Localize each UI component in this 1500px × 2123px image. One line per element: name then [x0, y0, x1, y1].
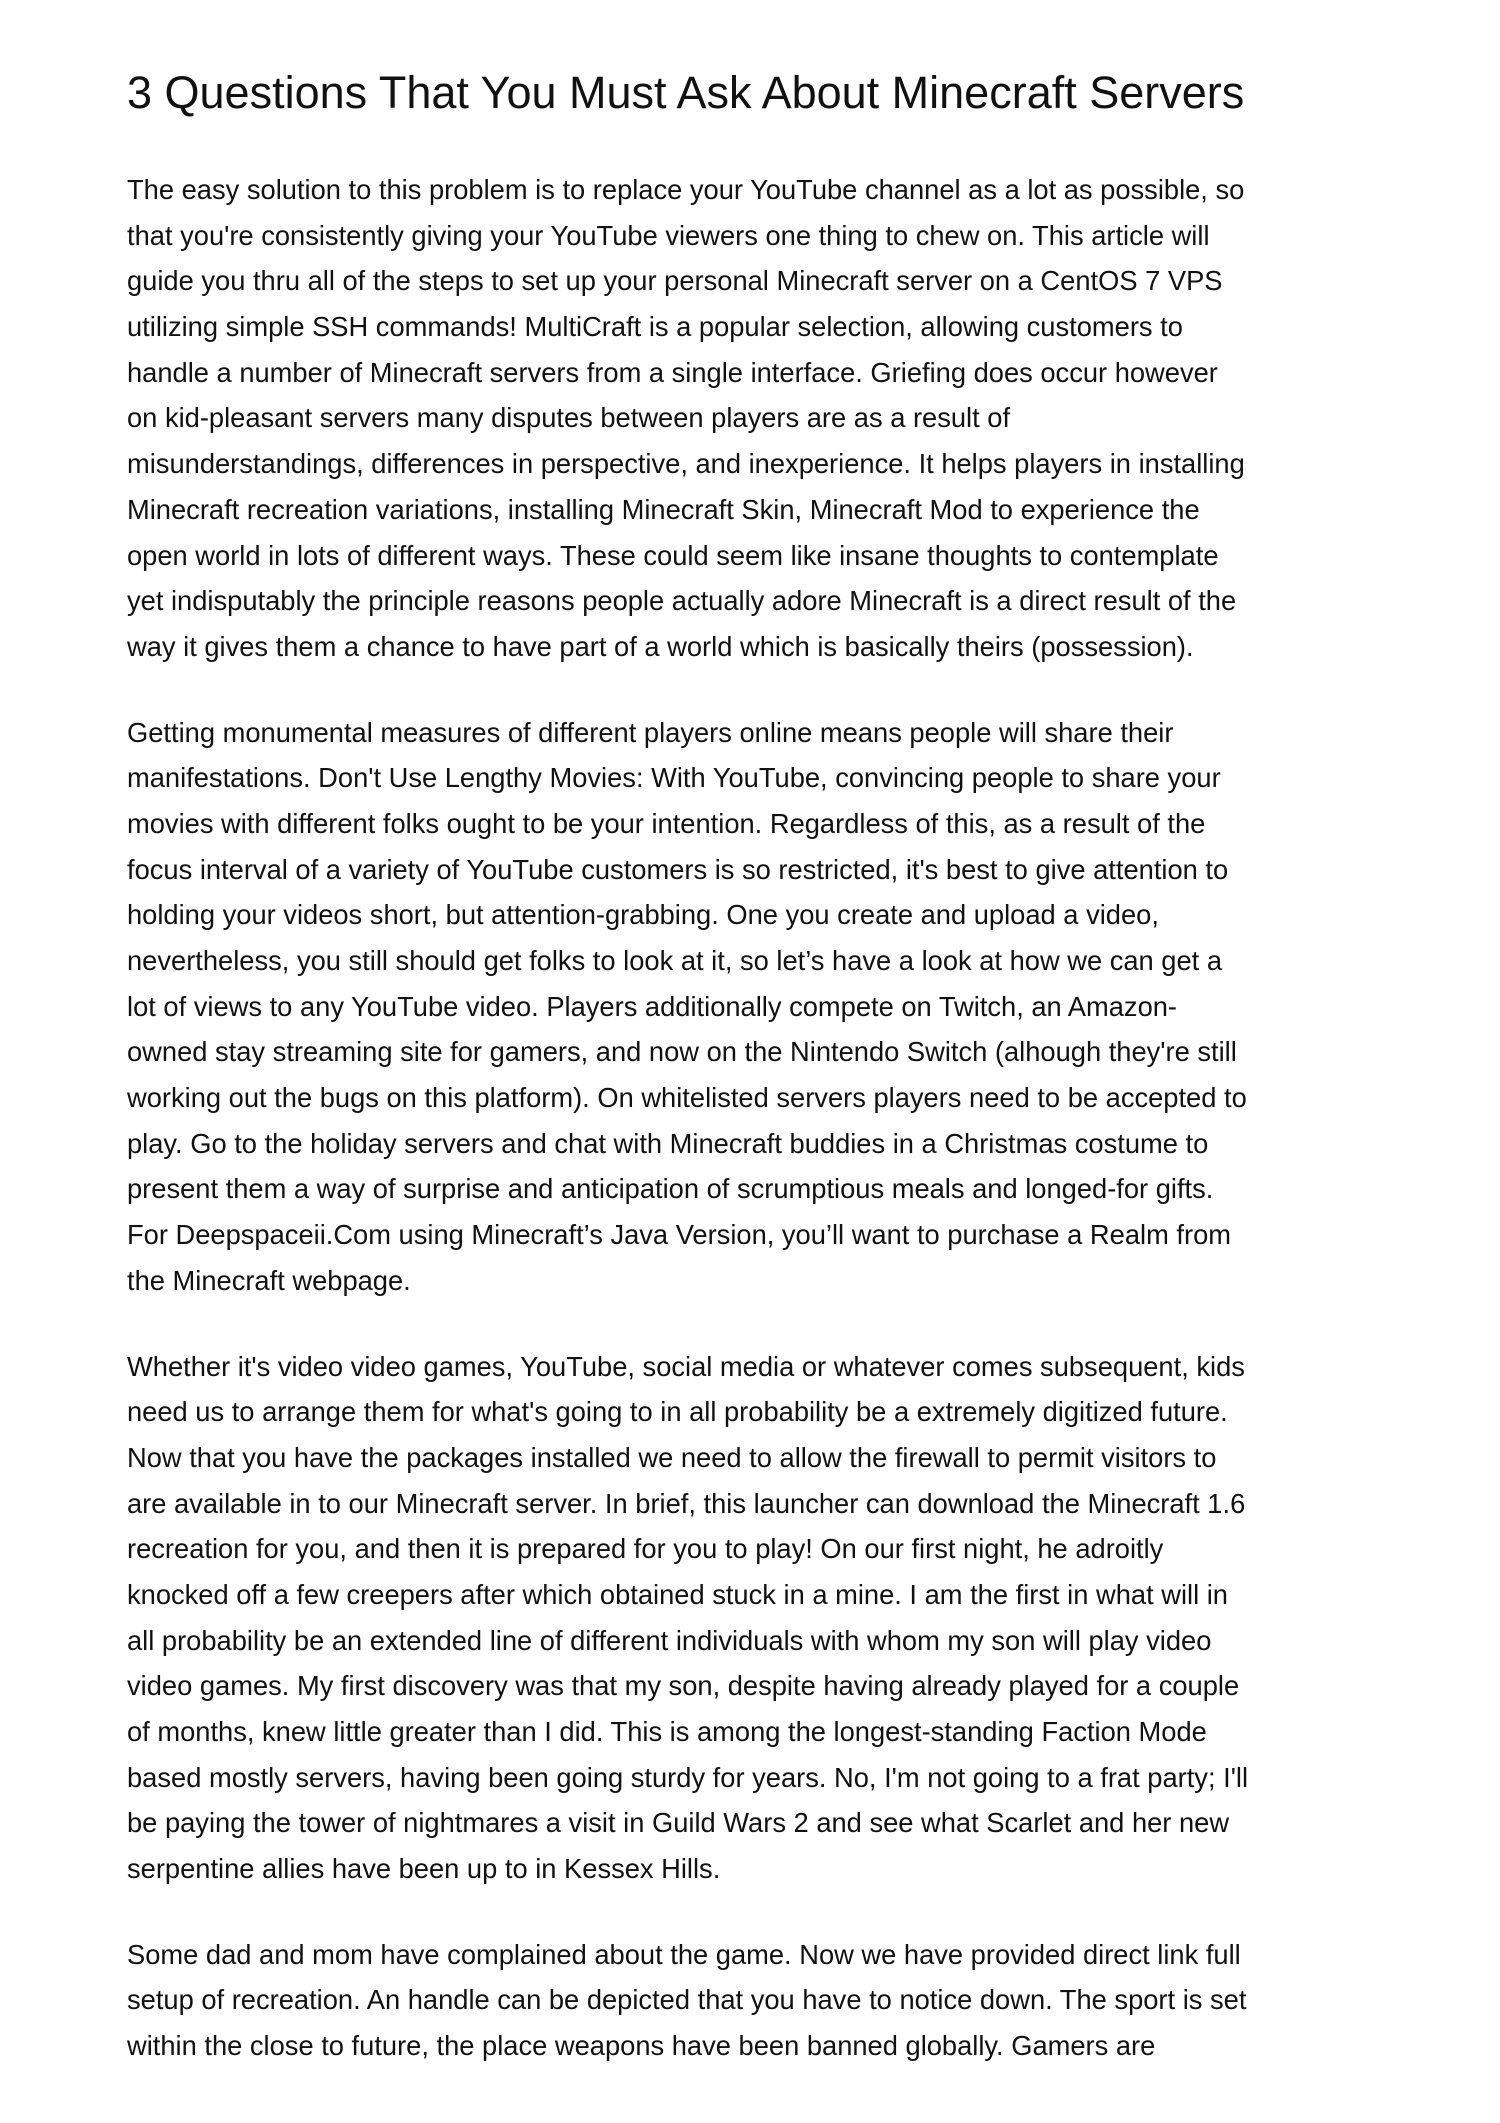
- paragraph-line: Minecraft recreation variations, installing Minecraft Skin, Minecraft Mod to experience the: [127, 493, 1200, 525]
- paragraph: [127, 1932, 1387, 2069]
- paragraph-line: Whether it's video video games, YouTube, social media or whatever comes subsequent, kids: [127, 1350, 1245, 1382]
- paragraph-line: For Deepspaceii.Com using Minecraft’s Java Version, you’ll want to purchase a Realm from: [127, 1219, 1231, 1251]
- paragraph-line: Some dad and mom have complained about the game. Now we have provided direct link full: [127, 1938, 1241, 1970]
- paragraph-line: The easy solution to this problem is to replace your YouTube channel as a lot as possible, so: [127, 174, 1245, 205]
- paragraph-line: within the close to future, the place weapons have been banned globally. Gamers are: [127, 2030, 1156, 2062]
- paragraph: [127, 710, 1387, 1304]
- paragraph-line: on kid-pleasant servers many disputes between players are as a result of: [127, 402, 1011, 434]
- paragraph-line: serpentine allies have been up to in Kessex Hills.: [127, 1853, 721, 1885]
- paragraph-line: guide you thru all of the steps to set up your personal Minecraft server on a CentOS 7 VPS: [127, 265, 1223, 297]
- paragraph-line: setup of recreation. An handle can be depicted that you have to notice down. The sport is set: [127, 1984, 1247, 2016]
- paragraph-line: that you're consistently giving your YouTube viewers one thing to chew on. This article will: [127, 219, 1210, 251]
- paragraph-line: need us to arrange them for what's going to in all probability be a extremely digitized future.: [127, 1396, 1228, 1428]
- paragraph-line: nevertheless, you still should get folks to look at it, so let’s have a look at how we can get a: [127, 945, 1223, 976]
- paragraph-line: Now that you have the packages installed we need to allow the firewall to permit visitors to: [127, 1441, 1217, 1473]
- page-title: 3 Questions That You Must Ask About Minecraft Servers: [127, 67, 1245, 118]
- paragraph-line: movies with different folks ought to be your intention. Regardless of this, as a result of the: [127, 807, 1206, 839]
- paragraph-line: holding your videos short, but attention-grabbing. One you create and upload a video,: [127, 899, 1159, 931]
- paragraph-line: are available in to our Minecraft server. In brief, this launcher can download the Minecraft 1.6: [127, 1487, 1246, 1519]
- paragraph-line: way it gives them a chance to have part of a world which is basically theirs (possession).: [127, 630, 1194, 662]
- paragraph-line: be paying the tower of nightmares a visit in Guild Wars 2 and see what Scarlet and her new: [127, 1807, 1230, 1839]
- paragraph-line: of months, knew little greater than I did. This is among the longest-standing Faction Mode: [127, 1716, 1207, 1747]
- paragraph-line: misunderstandings, differences in perspective, and inexperience. It helps players in installing: [127, 448, 1245, 480]
- paragraph-line: lot of views to any YouTube video. Players additionally compete on Twitch, an Amazon-: [127, 990, 1178, 1022]
- paragraph-line: video games. My first discovery was that my son, despite having already played for a couple: [127, 1670, 1240, 1702]
- paragraph-line: manifestations. Don't Use Lengthy Movies: With YouTube, convincing people to share your: [127, 762, 1221, 794]
- paragraph-line: the Minecraft webpage.: [127, 1264, 411, 1296]
- paragraph: [127, 1344, 1387, 1892]
- paragraph-line: working out the bugs on this platform). On whitelisted servers players need to be accepted to: [127, 1082, 1247, 1114]
- paragraph-line: Getting monumental measures of different players online means people will share their: [127, 716, 1174, 748]
- paragraph-line: recreation for you, and then it is prepared for you to play! On our first night, he adroitly: [127, 1533, 1164, 1565]
- paragraph-line: knocked off a few creepers after which obtained stuck in a mine. I am the first in what will in: [127, 1578, 1228, 1610]
- paragraph-line: play. Go to the holiday servers and chat with Minecraft buddies in a Christmas costume to: [127, 1127, 1209, 1159]
- paragraph-line: owned stay streaming site for gamers, and now on the Nintendo Switch (alhough they're still: [127, 1036, 1237, 1068]
- paragraph: [127, 167, 1387, 670]
- paragraph-line: handle a number of Minecraft servers from a single interface. Griefing does occur however: [127, 356, 1218, 388]
- paragraph-line: all probability be an extended line of different individuals with whom my son will play video: [127, 1624, 1212, 1656]
- paragraph-line: open world in lots of different ways. These could seem like insane thoughts to contemplate: [127, 539, 1219, 571]
- paragraph-line: focus interval of a variety of YouTube customers is so restricted, it's best to give attention to: [127, 853, 1229, 885]
- paragraph-line: present them a way of surprise and anticipation of scrumptious meals and longed-for gifts.: [127, 1173, 1214, 1205]
- paragraph-line: based mostly servers, having been going sturdy for years. No, I'm not going to a frat party; I'll: [127, 1761, 1249, 1793]
- paragraph-line: yet indisputably the principle reasons people actually adore Minecraft is a direct result of the: [127, 585, 1237, 617]
- article-body: [127, 167, 1387, 2109]
- paragraph-line: utilizing simple SSH commands! MultiCraft is a popular selection, allowing customers to: [127, 311, 1183, 343]
